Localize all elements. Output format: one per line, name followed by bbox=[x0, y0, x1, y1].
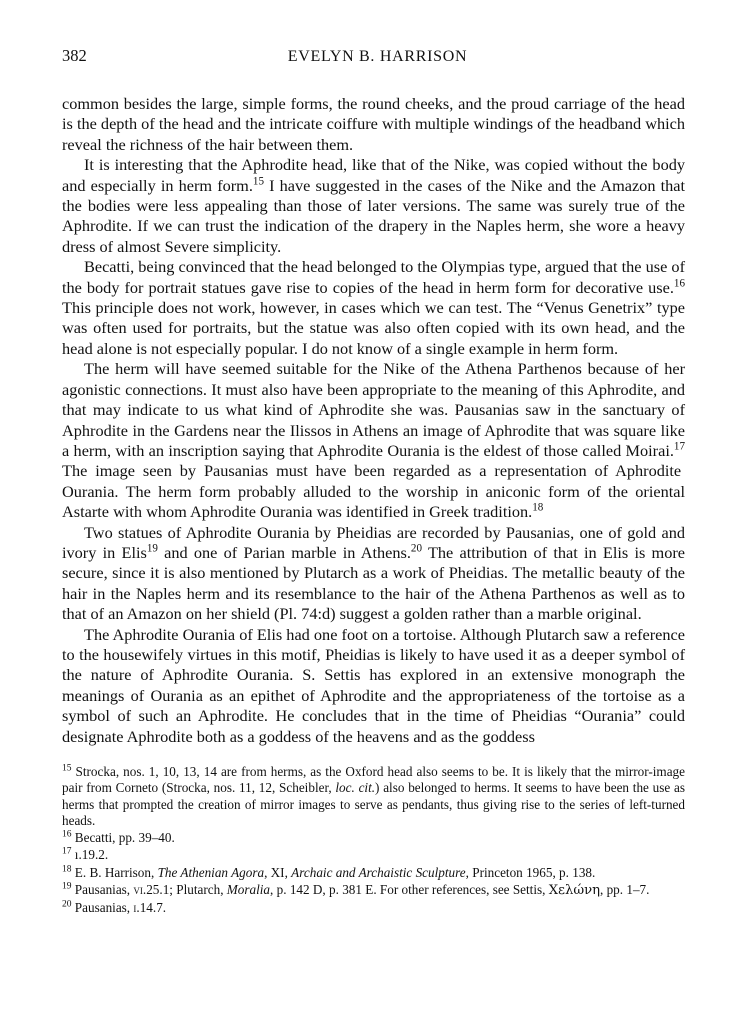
footnote-15 bbox=[62, 764, 685, 829]
paragraph-1: common besides the large, simple forms, the round cheeks, and the proud carriage of the head is the depth of the head and the intricate coiffure with multiple windings of the headband which reveal the richness of the hair between them. bbox=[62, 94, 685, 154]
paragraph-5-text-b: and one of Parian marble in Athens. bbox=[157, 542, 411, 562]
paragraph-2 bbox=[62, 155, 685, 257]
footnotes-section bbox=[62, 764, 685, 917]
footnote-20-smallcaps-1: i bbox=[133, 900, 137, 916]
footnote-16-text-a: Becatti, pp. 39–40. bbox=[74, 830, 175, 846]
footnote-17-text-a: ı.19.2. bbox=[74, 847, 109, 863]
footnote-19-text-d: , pp. 1–7. bbox=[599, 882, 650, 898]
paragraph-4 bbox=[62, 359, 685, 522]
footnote-ref-16[interactable]: 16 bbox=[673, 277, 685, 290]
body-text bbox=[62, 94, 685, 747]
paragraph-4-text-a: The herm will have seemed suitable for the Nike of the Athena Parthenos because of her agonistic connections. It must also have been appropriate to the meaning of this Aphrodite, and that may indicate to us what kind of Aphrodite she was. Pausanias saw in the sanctuary of Aphrodite in the Gardens near the Ilissos in Athens an image of Aphrodite that was square like a herm, with an inscription saying that Aphrodite Ourania is the eldest of those called Moirai. bbox=[62, 359, 685, 460]
footnote-number-17: 17 bbox=[62, 847, 72, 858]
footnote-20-text-b: .14.7. bbox=[136, 900, 167, 916]
footnote-ref-19[interactable]: 19 bbox=[146, 542, 158, 555]
paragraph-4-text-b: The image seen by Pausanias must have been regarded as a representation of Aphrodite Ourania. The herm form probably alluded to the worship in aniconic form of the oriental Astarte with whom Aphrodite Ourania was identified in Greek tradition. bbox=[62, 461, 685, 522]
footnote-19-italic-1: Moralia bbox=[226, 882, 271, 898]
footnote-19-smallcaps-1: vi bbox=[133, 882, 143, 898]
paragraph-3-text-a: Becatti, being convinced that the head belonged to the Olympias type, argued that the use of the body for portrait statues gave rise to copies of the head in herm form for decorative use. bbox=[62, 257, 685, 297]
paragraph-6: The Aphrodite Ourania of Elis had one foot on a tortoise. Although Plutarch saw a reference to the housewifely virtues in this motif, Pheidias is likely to have used it as a deeper symbol of the nature of Aphrodite Ourania. S. Settis has explored in an extensive monograph the meanings of Ourania as an epithet of Aphrodite and the appropriateness of the tortoise as a symbol of such an Aphrodite. He concludes that in the time of Pheidias “Ourania” could designate Aphrodite both as a goddess of the heavens and as the goddess bbox=[62, 624, 685, 746]
footnote-18-text-c: , Princeton 1965, p. 138. bbox=[465, 864, 596, 880]
footnote-number-15: 15 bbox=[62, 763, 72, 774]
paragraph-5-text-a: Two statues of Aphrodite Ourania by Pheidias are recorded by Pausanias, one of gold and ivory in Elis bbox=[62, 522, 685, 562]
footnote-15-text-b: ) also belonged to herms. It seems to have been the use as herms that prompted the creation of mirror images to serve as pendants, thus giving rise to the series of left-turned heads. bbox=[62, 780, 685, 828]
footnote-number-16: 16 bbox=[62, 829, 72, 840]
footnote-15-text-a: Strocka, nos. 1, 10, 13, 14 are from herms, as the Oxford head also seems to be. It is likely that the mirror-image pair from Corneto (Strocka, nos. 11, 12, Scheibler, bbox=[62, 764, 685, 796]
footnote-number-20: 20 bbox=[62, 899, 72, 910]
footnote-19 bbox=[62, 882, 685, 899]
footnote-19-text-a: Pausanias, bbox=[74, 882, 134, 898]
footnote-ref-15[interactable]: 15 bbox=[252, 175, 264, 188]
paragraph-2-text-a: It is interesting that the Aphrodite head, like that of the Nike, was copied without the body and especially in herm form. bbox=[62, 155, 685, 195]
footnote-ref-17[interactable]: 17 bbox=[673, 440, 685, 453]
footnote-15-italic-1: loc. cit. bbox=[335, 780, 376, 796]
paragraph-5 bbox=[62, 523, 685, 625]
paragraph-2-text-b: I have suggested in the cases of the Nike and the Amazon that the bodies were less appealing than those of later versions. The same was surely true of the Aphrodite. If we can trust the indication of the drapery in the Naples herm, she wore a heavy dress of almost Severe simplicity. bbox=[62, 175, 686, 256]
page-header bbox=[62, 46, 685, 76]
footnote-ref-18[interactable]: 18 bbox=[532, 501, 544, 514]
footnote-18 bbox=[62, 865, 685, 881]
footnote-19-greek-1: Χελώνη bbox=[548, 883, 600, 899]
paragraph-3-text-b: This principle does not work, however, in cases which we can test. The “Venus Genetrix” type was often used for portraits, but the statue was also often copied with its own head, and the head alone is not especially popular. I do not know of a single example in herm form. bbox=[62, 298, 685, 358]
footnote-18-text-b: , XI, bbox=[264, 864, 292, 880]
footnote-18-italic-2: Archaic and Archaistic Sculpture bbox=[291, 864, 466, 880]
footnote-number-19: 19 bbox=[62, 881, 72, 892]
footnote-17 bbox=[62, 847, 685, 863]
footnote-ref-20[interactable]: 20 bbox=[410, 542, 422, 555]
footnote-20-text-a: Pausanias, bbox=[74, 900, 134, 916]
footnote-16 bbox=[62, 830, 685, 846]
footnote-number-18: 18 bbox=[62, 864, 72, 875]
paragraph-3 bbox=[62, 257, 685, 359]
page-number: 382 bbox=[62, 46, 87, 65]
footnote-19-text-b: .25.1; Plutarch, bbox=[142, 882, 227, 898]
footnote-19-text-c: , p. 142 D, p. 381 E. For other references, see Settis, bbox=[270, 882, 549, 898]
footnote-18-italic-1: The Athenian Agora bbox=[157, 864, 265, 880]
paragraph-5-text-c: The attribution of that in Elis is more secure, since it is also mentioned by Plutarch as a work of Pheidias. The metallic beauty of the hair in the Naples herm and its resemblance to the hair of the Athena Parthenos as well as to that of an Amazon on her shield (Pl. 74:d) suggest a golden rather than a marble original. bbox=[62, 542, 686, 624]
footnote-20 bbox=[62, 900, 685, 916]
running-title: EVELYN B. HARRISON bbox=[287, 48, 468, 65]
footnote-18-text-a: E. B. Harrison, bbox=[74, 864, 158, 880]
